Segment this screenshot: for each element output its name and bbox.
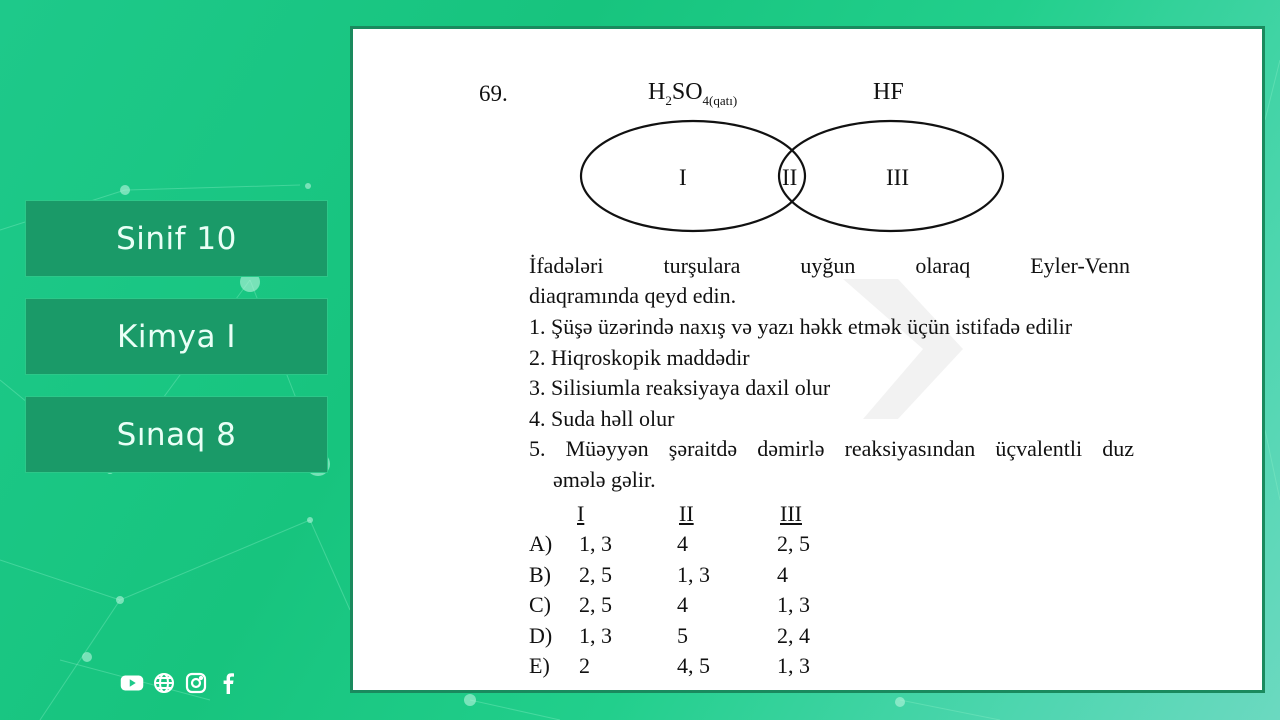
- venn-region-i: I: [679, 165, 687, 190]
- statement-2: 2. Hiqroskopik maddədir: [529, 344, 750, 370]
- option-col-ii: 4, 5: [677, 653, 710, 678]
- option-col-iii: 2, 4: [777, 622, 810, 648]
- option-col-i: 1, 3: [579, 622, 612, 648]
- statement-4: 4. Suda həll olur: [529, 405, 675, 431]
- statement-list: [529, 312, 1134, 495]
- youtube-icon[interactable]: [120, 671, 144, 695]
- option-col-iii: 1, 3: [777, 592, 810, 617]
- option-letter: B): [529, 561, 551, 587]
- instagram-icon[interactable]: [184, 671, 208, 695]
- answer-header-ii: II: [679, 501, 694, 526]
- option-col-ii: 4: [677, 531, 688, 556]
- venn-region-ii: II: [782, 165, 798, 190]
- option-col-iii: 1, 3: [777, 653, 810, 678]
- question-number: 69.: [479, 81, 508, 106]
- option-col-i: 2, 5: [579, 592, 612, 617]
- globe-icon[interactable]: [152, 671, 176, 695]
- option-col-ii: 4: [677, 592, 688, 617]
- venn-diagram: [568, 114, 1008, 239]
- social-links: [120, 671, 240, 695]
- option-letter: E): [529, 653, 550, 678]
- test-label-button[interactable]: Sınaq 8: [25, 396, 328, 473]
- option-letter: D): [529, 622, 553, 648]
- option-col-i: 2, 5: [579, 561, 612, 587]
- option-letter: C): [529, 592, 551, 617]
- statement-5: 5. Müəyyən şəraitdə dəmirlə reaksiyasından üçvalentli duz: [529, 436, 1134, 461]
- option-col-i: 2: [579, 653, 590, 678]
- option-col-iii: 2, 5: [777, 531, 810, 556]
- facebook-icon[interactable]: [216, 671, 240, 695]
- statement-5-continued: əmələ gəlir.: [553, 466, 656, 492]
- venn-region-iii: III: [886, 165, 909, 190]
- option-col-iii: 4: [777, 561, 788, 587]
- option-col-ii: 5: [677, 622, 688, 648]
- option-col-i: 1, 3: [579, 531, 612, 556]
- class-label-button[interactable]: Sinif 10: [25, 200, 328, 277]
- option-col-ii: 1, 3: [677, 561, 710, 587]
- statement-1: 1. Şüşə üzərində naxış və yazı həkk etmək üçün istifadə edilir: [529, 314, 1073, 339]
- subject-label-button[interactable]: Kimya I: [25, 298, 328, 375]
- statement-3: 3. Silisiumla reaksiyaya daxil olur: [529, 375, 831, 400]
- answer-header-i: I: [577, 501, 585, 526]
- question-sheet: [350, 26, 1265, 693]
- question-prompt: İfadələri turşulara uyğun olaraq Eyler-Venn diaqramında qeyd edin.: [529, 253, 1130, 308]
- answer-header-iii: III: [780, 501, 802, 526]
- acid-right-formula: HF: [873, 79, 904, 105]
- acid-left-formula: $H_2SO_{4(qatı)}$: [648, 79, 738, 108]
- option-letter: A): [529, 531, 553, 556]
